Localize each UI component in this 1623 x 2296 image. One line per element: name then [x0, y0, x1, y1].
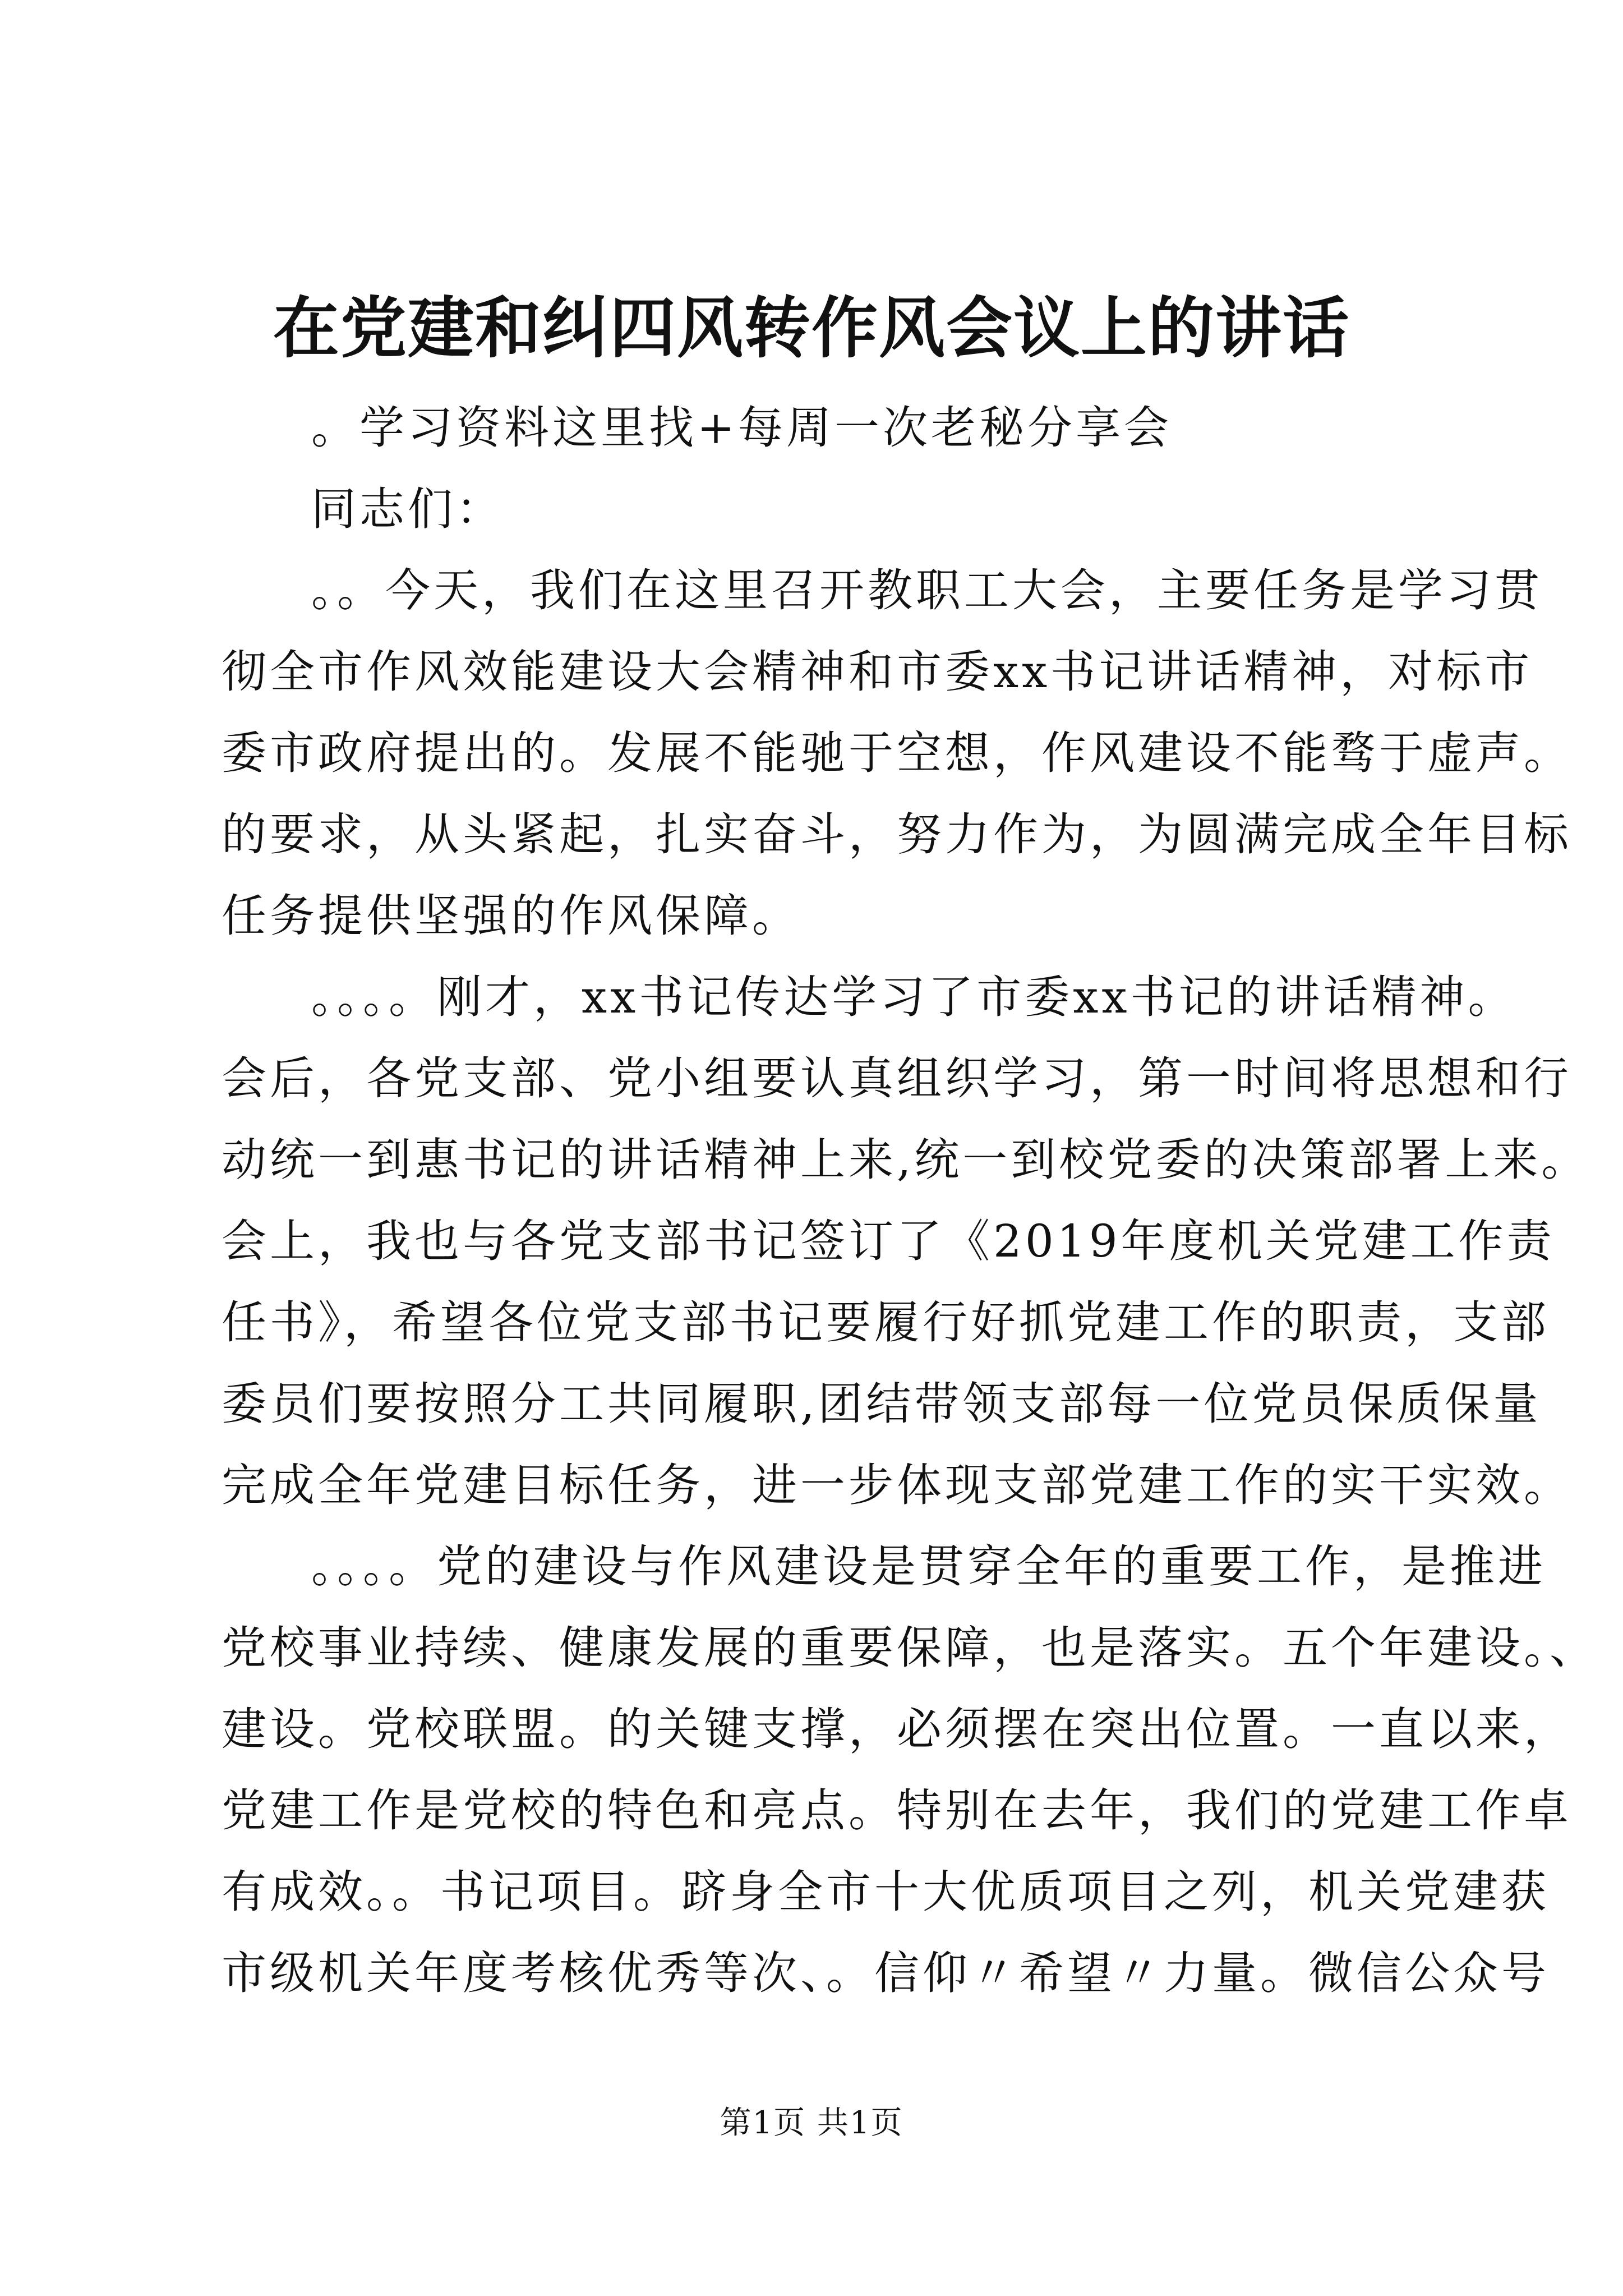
document-title: 在党建和纠四风转作风会议上的讲话 [273, 289, 1350, 367]
text-line: 。学习资料这里找+每周一次老秘分享会 [311, 402, 1173, 454]
text-line: 动统一到惠书记的讲话精神上来,统一到校党委的决策部署上来。 [222, 1134, 1590, 1186]
text-line: 完成全年党建目标任务，进一步体现支部党建工作的实干实效。 [222, 1459, 1572, 1511]
text-line: 委员们要按照分工共同履职,团结带领支部每一位党员保质保量 [222, 1378, 1542, 1430]
text-line: 彻全市作风效能建设大会精神和市委xx书记讲话精神，对标市 [222, 646, 1533, 698]
text-line: 任书》，希望各位党支部书记要履行好抓党建工作的职责，支部 [222, 1296, 1550, 1349]
text-line: 。。。。刚才，xx书记传达学习了市委xx书记的讲话精神。 [311, 971, 1516, 1023]
text-line: 同志们： [311, 483, 504, 535]
text-line: 建设。党校联盟。的关键支撑，必须摆在突出位置。一直以来， [222, 1703, 1572, 1755]
document-body [222, 387, 1598, 2014]
text-line: 。。。。党的建设与作风建设是贯穿全年的重要工作，是推进 [311, 1540, 1546, 1593]
page-footer: 第1页 共1页 [720, 2105, 903, 2141]
text-line: 党校事业持续、健康发展的重要保障，也是落实。五个年建设。、 [222, 1622, 1598, 1674]
text-line: 的要求，从头紧起，扎实奋斗，努力作为，为圆满完成全年目标 [222, 808, 1572, 861]
text-line: 委市政府提出的。发展不能驰于空想，作风建设不能骛于虚声。 [222, 727, 1572, 779]
text-line: 会后，各党支部、党小组要认真组织学习，第一时间将思想和行 [222, 1052, 1572, 1105]
text-line: 任务提供坚强的作风保障。 [222, 890, 800, 942]
text-line: 会上，我也与各党支部书记签订了《2019年度机关党建工作责 [222, 1215, 1555, 1267]
text-line: 市级机关年度考核优秀等次、。信仰〃希望〃力量。微信公众号 [222, 1947, 1550, 1999]
text-line: 。。今天，我们在这里召开教职工大会，主要任务是学习贯 [311, 564, 1543, 616]
text-line: 有成效。。书记项目。跻身全市十大优质项目之列，机关党建获 [222, 1866, 1550, 1918]
text-line: 党建工作是党校的特色和亮点。特别在去年，我们的党建工作卓 [222, 1784, 1572, 1837]
